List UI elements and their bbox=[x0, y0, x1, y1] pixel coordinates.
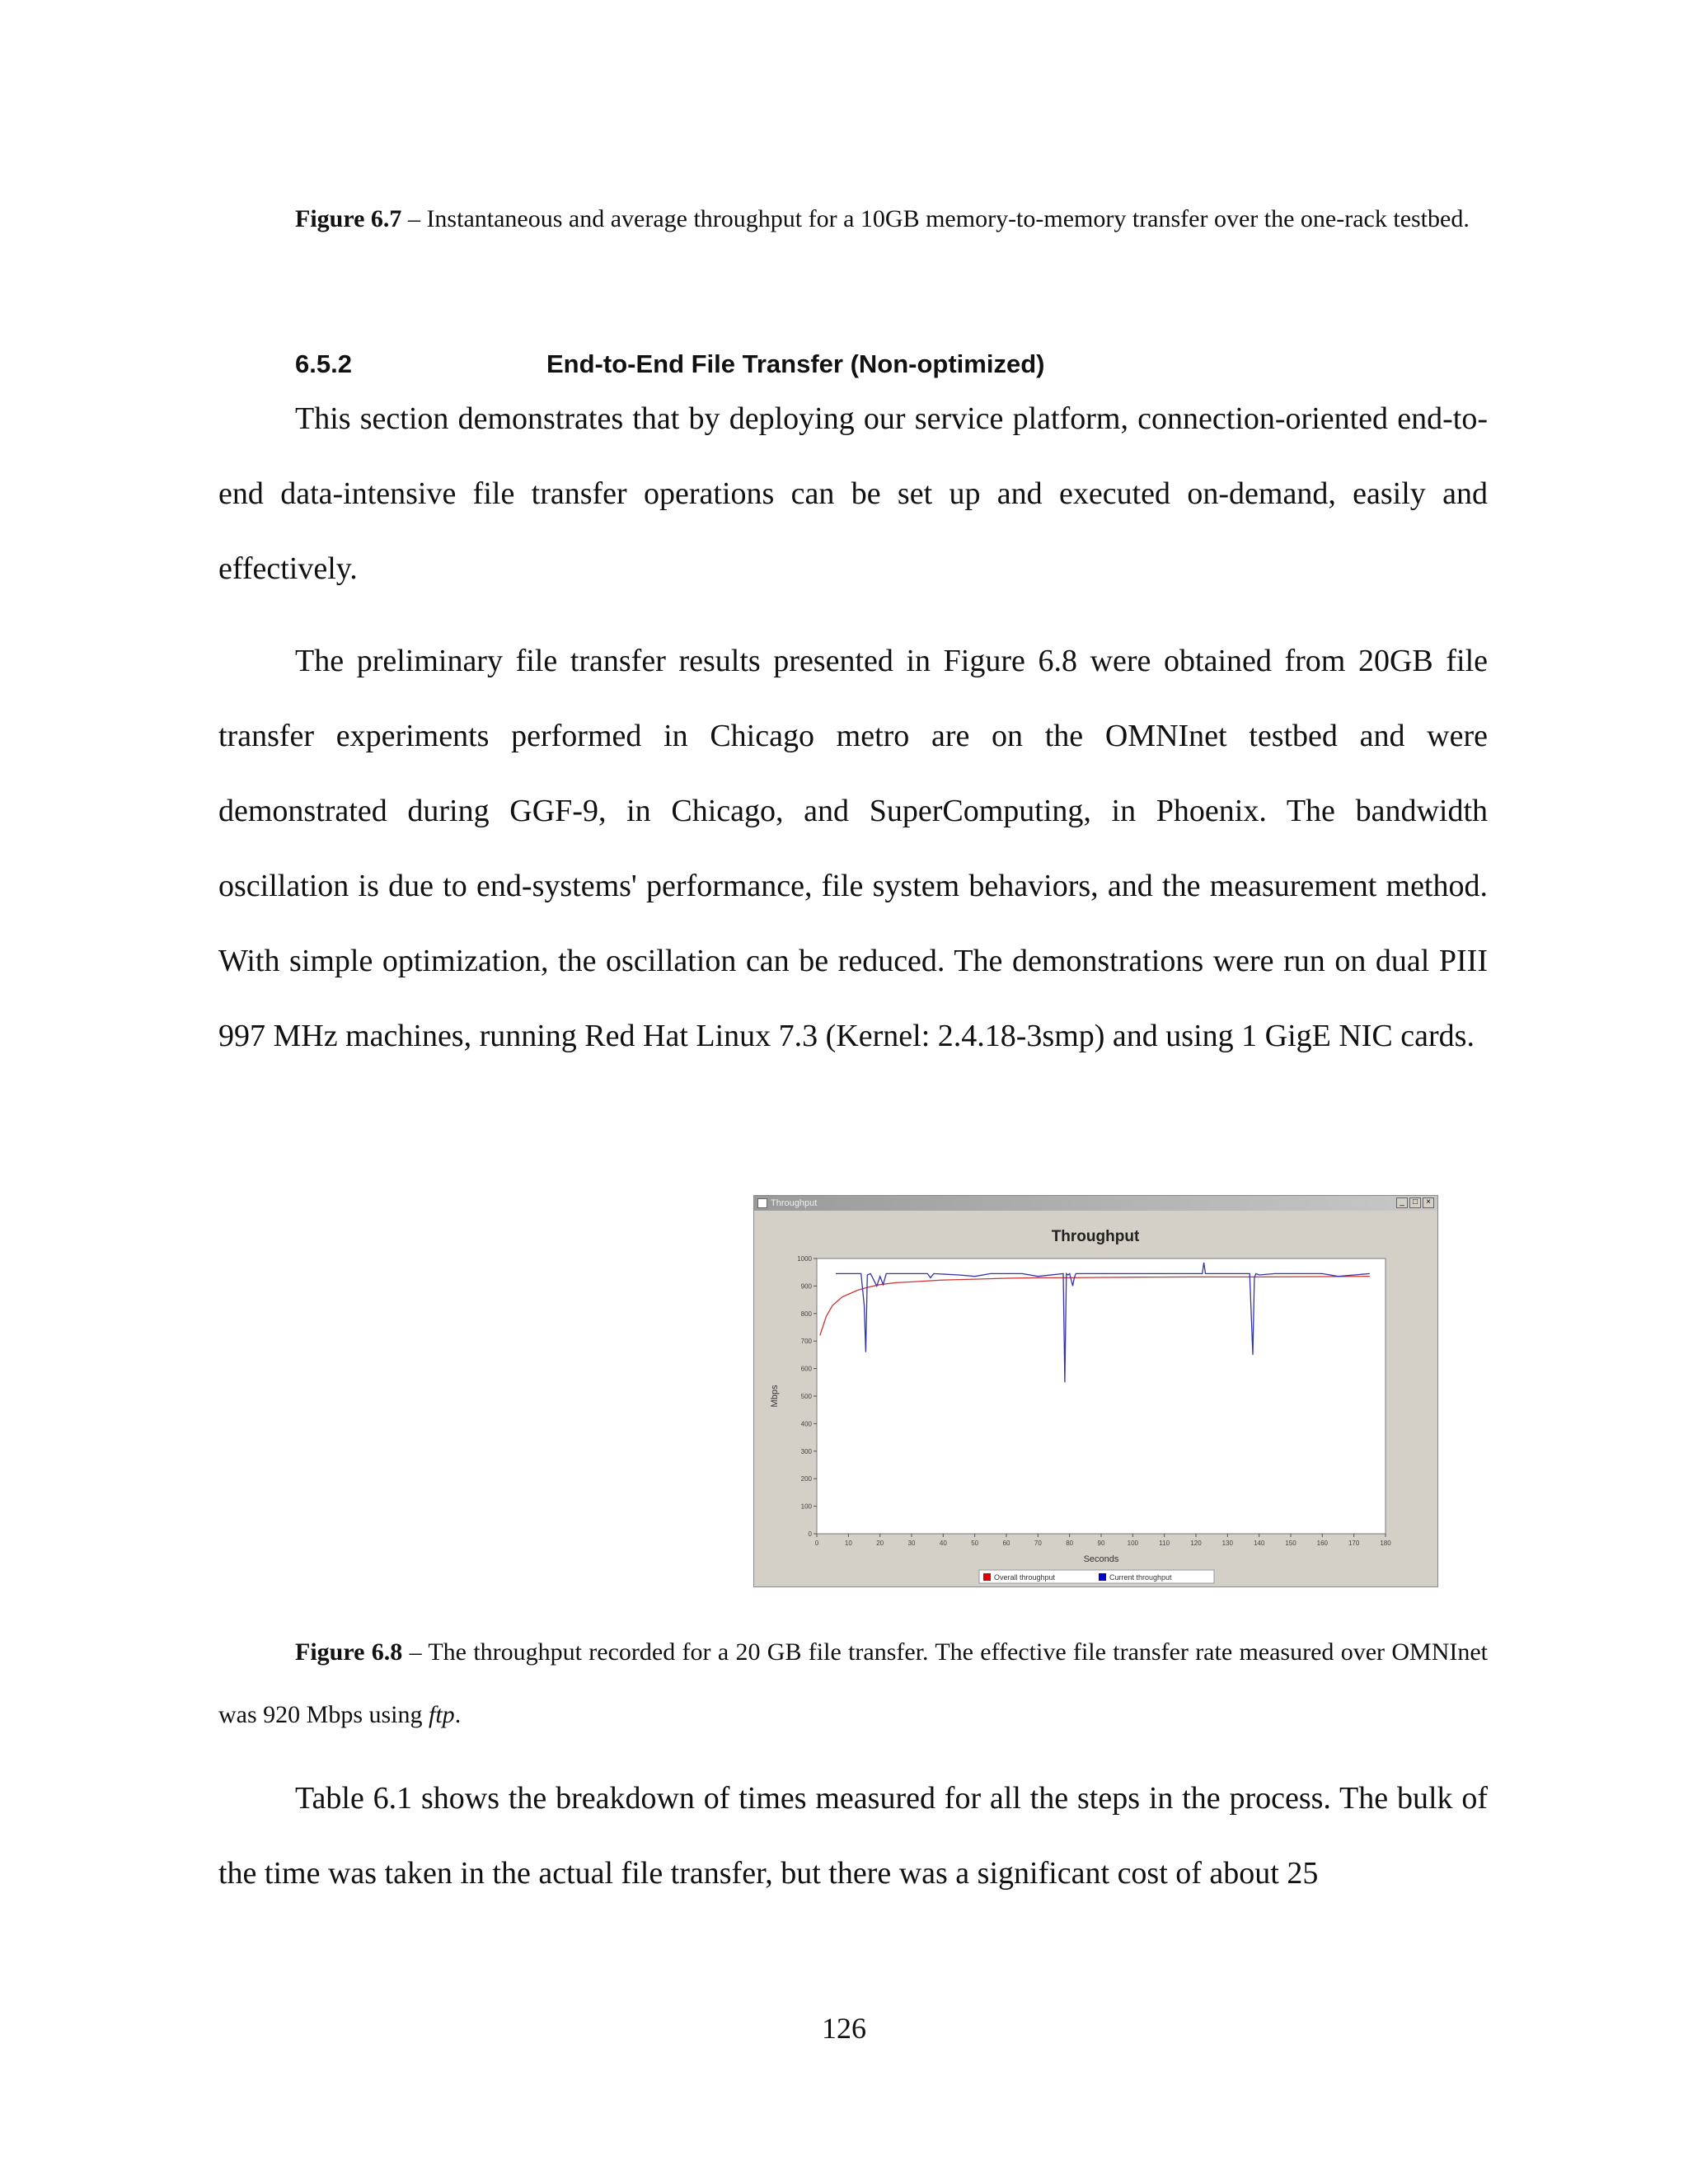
y-tick-label: 500 bbox=[800, 1393, 812, 1400]
x-tick-label: 90 bbox=[1097, 1540, 1105, 1547]
x-tick-label: 120 bbox=[1190, 1540, 1202, 1547]
legend-swatch-overall bbox=[983, 1573, 991, 1581]
throughput-window bbox=[753, 1195, 1438, 1587]
y-tick-label: 200 bbox=[800, 1475, 812, 1483]
x-tick-label: 10 bbox=[844, 1540, 852, 1547]
window-buttons bbox=[1396, 1197, 1434, 1208]
close-button[interactable]: × bbox=[1423, 1197, 1434, 1208]
figure-6-7-caption bbox=[218, 188, 1488, 251]
x-tick-label: 80 bbox=[1066, 1540, 1074, 1547]
chart-title: Throughput bbox=[1051, 1228, 1140, 1245]
y-tick-label: 900 bbox=[800, 1282, 812, 1291]
section-heading bbox=[295, 349, 1482, 379]
legend-label-overall: Overall throughput bbox=[994, 1573, 1056, 1582]
x-tick-label: 170 bbox=[1348, 1540, 1360, 1547]
x-tick-label: 20 bbox=[876, 1540, 884, 1547]
figure-6-8-text-b: . bbox=[454, 1701, 462, 1728]
plot-area bbox=[817, 1258, 1386, 1534]
paragraph-3: Table 6.1 shows the breakdown of times measured for all the steps in the process. The bulk of the time was taken in the actual file transfer, but there was a significant cost of about 25 bbox=[218, 1781, 1488, 1891]
figure-6-8-caption bbox=[218, 1621, 1488, 1746]
section-title: End-to-End File Transfer (Non-optimized) bbox=[546, 349, 1045, 378]
app-icon bbox=[757, 1198, 767, 1208]
y-tick-label: 700 bbox=[800, 1338, 812, 1346]
x-tick-label: 110 bbox=[1159, 1540, 1170, 1547]
x-tick-label: 180 bbox=[1380, 1540, 1391, 1547]
y-tick-label: 1000 bbox=[797, 1255, 812, 1263]
figure-6-8-text-a: – The throughput recorded for a 20 GB file transfer. The effective file transfer rate measured over OMNInet was 920 Mbps using bbox=[218, 1638, 1489, 1728]
figure-6-8-italic: ftp bbox=[429, 1701, 455, 1728]
x-tick-label: 50 bbox=[971, 1540, 979, 1547]
x-tick-label: 60 bbox=[1002, 1540, 1010, 1547]
y-tick-label: 400 bbox=[800, 1420, 812, 1428]
window-titlebar bbox=[754, 1196, 1437, 1211]
y-tick-label: 0 bbox=[808, 1530, 812, 1538]
figure-6-7-sep: – bbox=[401, 205, 427, 232]
section-number: 6.5.2 bbox=[295, 349, 352, 378]
throughput-chart bbox=[754, 1211, 1437, 1586]
x-tick-label: 30 bbox=[907, 1540, 916, 1547]
x-tick-label: 40 bbox=[939, 1540, 947, 1547]
window-title: Throughput bbox=[771, 1198, 818, 1208]
x-tick-label: 70 bbox=[1034, 1540, 1042, 1547]
y-tick-label: 300 bbox=[800, 1447, 812, 1455]
y-tick-label: 800 bbox=[800, 1310, 812, 1318]
x-tick-label: 160 bbox=[1316, 1540, 1329, 1547]
figure-6-8-label: Figure 6.8 bbox=[295, 1638, 403, 1666]
legend-label-current: Current throughput bbox=[1109, 1573, 1172, 1582]
chart-legend bbox=[979, 1570, 1214, 1583]
page-number: 126 bbox=[822, 2012, 866, 2045]
minimize-button[interactable]: _ bbox=[1396, 1197, 1408, 1208]
paragraph-1: This section demonstrates that by deploying our service platform, connection-oriented end-to-end data-intensive file transfer operations can be set up and executed on-demand, easily and effectively. bbox=[218, 401, 1488, 586]
maximize-button[interactable]: □ bbox=[1409, 1197, 1421, 1208]
x-tick-label: 150 bbox=[1285, 1540, 1296, 1547]
figure-6-7-label: Figure 6.7 bbox=[295, 205, 402, 232]
y-tick-label: 600 bbox=[800, 1365, 812, 1373]
x-tick-label: 0 bbox=[814, 1540, 819, 1547]
x-tick-label: 100 bbox=[1127, 1540, 1139, 1547]
x-tick-label: 130 bbox=[1221, 1540, 1234, 1547]
figure-6-7-text: Instantaneous and average throughput for a 10GB memory-to-memory transfer over the one-rack testbed. bbox=[426, 205, 1470, 232]
x-tick-label: 140 bbox=[1253, 1540, 1265, 1547]
paragraph-2: The preliminary file transfer results presented in Figure 6.8 were obtained from 20GB file transfer experiments performed in Chicago metro are on the OMNInet testbed and were demonstrated during GGF-9, in Chicago, and SuperComputing, in Phoenix. The bandwidth oscillation is due to end-systems' performance, file system behaviors, and the measurement method. With simple optimization, the oscillation can be reduced. The demonstrations were run on dual PIII 997 MHz machines, running Red Hat Linux 7.3 (Kernel: 2.4.18-3smp) and using 1 GigE NIC cards. bbox=[218, 644, 1488, 1053]
legend-swatch-current bbox=[1099, 1573, 1106, 1581]
x-axis-label: Seconds bbox=[1083, 1554, 1119, 1564]
y-axis-label: Mbps bbox=[770, 1385, 780, 1408]
y-tick-label: 100 bbox=[800, 1502, 812, 1511]
